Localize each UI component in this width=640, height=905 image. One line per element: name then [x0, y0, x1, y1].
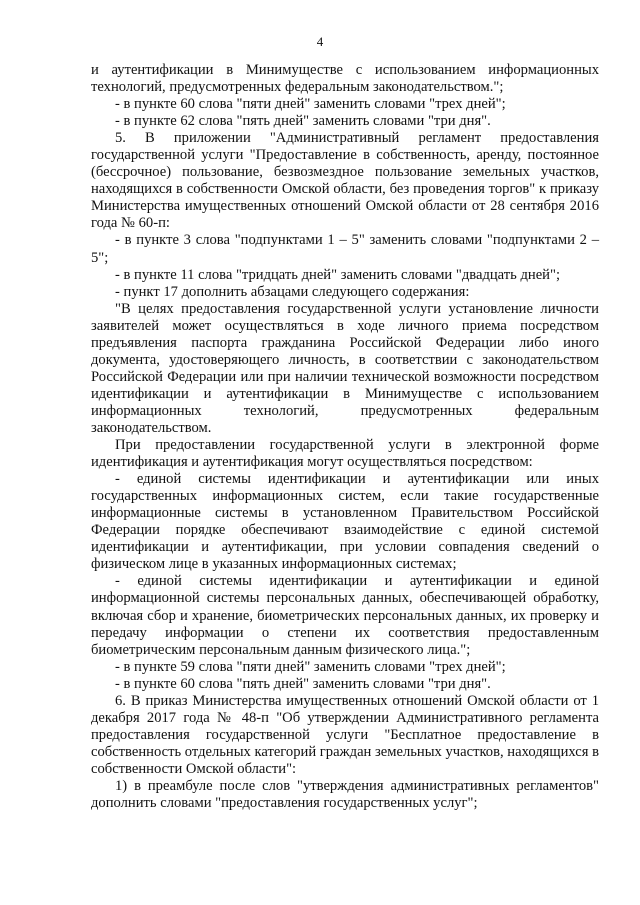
paragraph: 5. В приложении "Административный регламент предоставления государственной услуги "Предоставление в собственность, аренду, постоянное (бессрочное) пользование, безвозмездное пользование земельных участков, находящихся в собственности Омской области, без проведения торгов" к приказу Министерства имущественных отношений Омской области от 28 сентября 2016 года № 60-п:	[91, 130, 599, 232]
paragraph: 6. В приказ Министерства имущественных отношений Омской области от 1 декабря 2017 года № 48-п "Об утверждении Административного регламента предоставления государственной услуги "Бесплатное предоставление в собственность отдельных категорий граждан земельных участков, находящихся в собственности Омской области":	[91, 692, 599, 777]
paragraph: При предоставлении государственной услуги в электронной форме идентификация и аутентификация могут осуществляться посредством:	[91, 437, 599, 471]
paragraph: - пункт 17 дополнить абзацами следующего содержания:	[115, 283, 470, 300]
paragraph: 1) в преамбуле после слов "утверждения административных регламентов" дополнить словами "предоставления государственных услуг";	[91, 777, 599, 812]
paragraph: - единой системы идентификации и аутентификации и единой информационной системы персональных данных, обеспечивающей обработку, включая сбор и хранение, биометрических персональных данных, их проверку и передачу информации о степени их соответствия предоставленным биометрическим персональным данным физического лица.";	[91, 573, 599, 658]
page-number: 4	[316, 34, 324, 49]
paragraph: - в пункте 62 слова "пять дней" заменить словами "три дня".	[115, 113, 491, 130]
paragraph: - в пункте 60 слова "пять дней" заменить словами "три дня".	[115, 675, 491, 692]
paragraph: - в пункте 59 слова "пяти дней" заменить словами "трех дней";	[115, 658, 506, 675]
paragraph: - в пункте 11 слова "тридцать дней" заменить словами "двадцать дней";	[115, 266, 561, 283]
paragraph: и аутентификации в Минимуществе с использованием информационных технологий, предусмотренных федеральным законодательством.";	[91, 62, 599, 96]
paragraph: - в пункте 60 слова "пяти дней" заменить словами "трех дней";	[115, 96, 506, 113]
paragraph: "В целях предоставления государственной услуги установление личности заявителей может осуществляться в ходе личного приема посредством предъявления паспорта гражданина Российской Федерации либо иного документа, удостоверяющего личность, в соответствии с законодательством Российской Федерации или при наличии технической возможности посредством идентификации и аутентификации в Минимуществе с использованием информационных технологий, предусмотренных федеральным законодательством.	[91, 300, 599, 436]
paragraph: - единой системы идентификации и аутентификации или иных государственных информационных систем, если такие государственные информационные системы в установленном Правительством Российской Федерации порядке обеспечивают взаимодействие с единой системой идентификации и аутентификации, при условии совпадения сведений о физическом лице в указанных информационных системах;	[91, 471, 599, 573]
paragraph: - в пункте 3 слова "подпунктами 1 – 5" заменить словами "подпунктами 2 – 5";	[91, 232, 599, 266]
document-body	[91, 62, 599, 812]
